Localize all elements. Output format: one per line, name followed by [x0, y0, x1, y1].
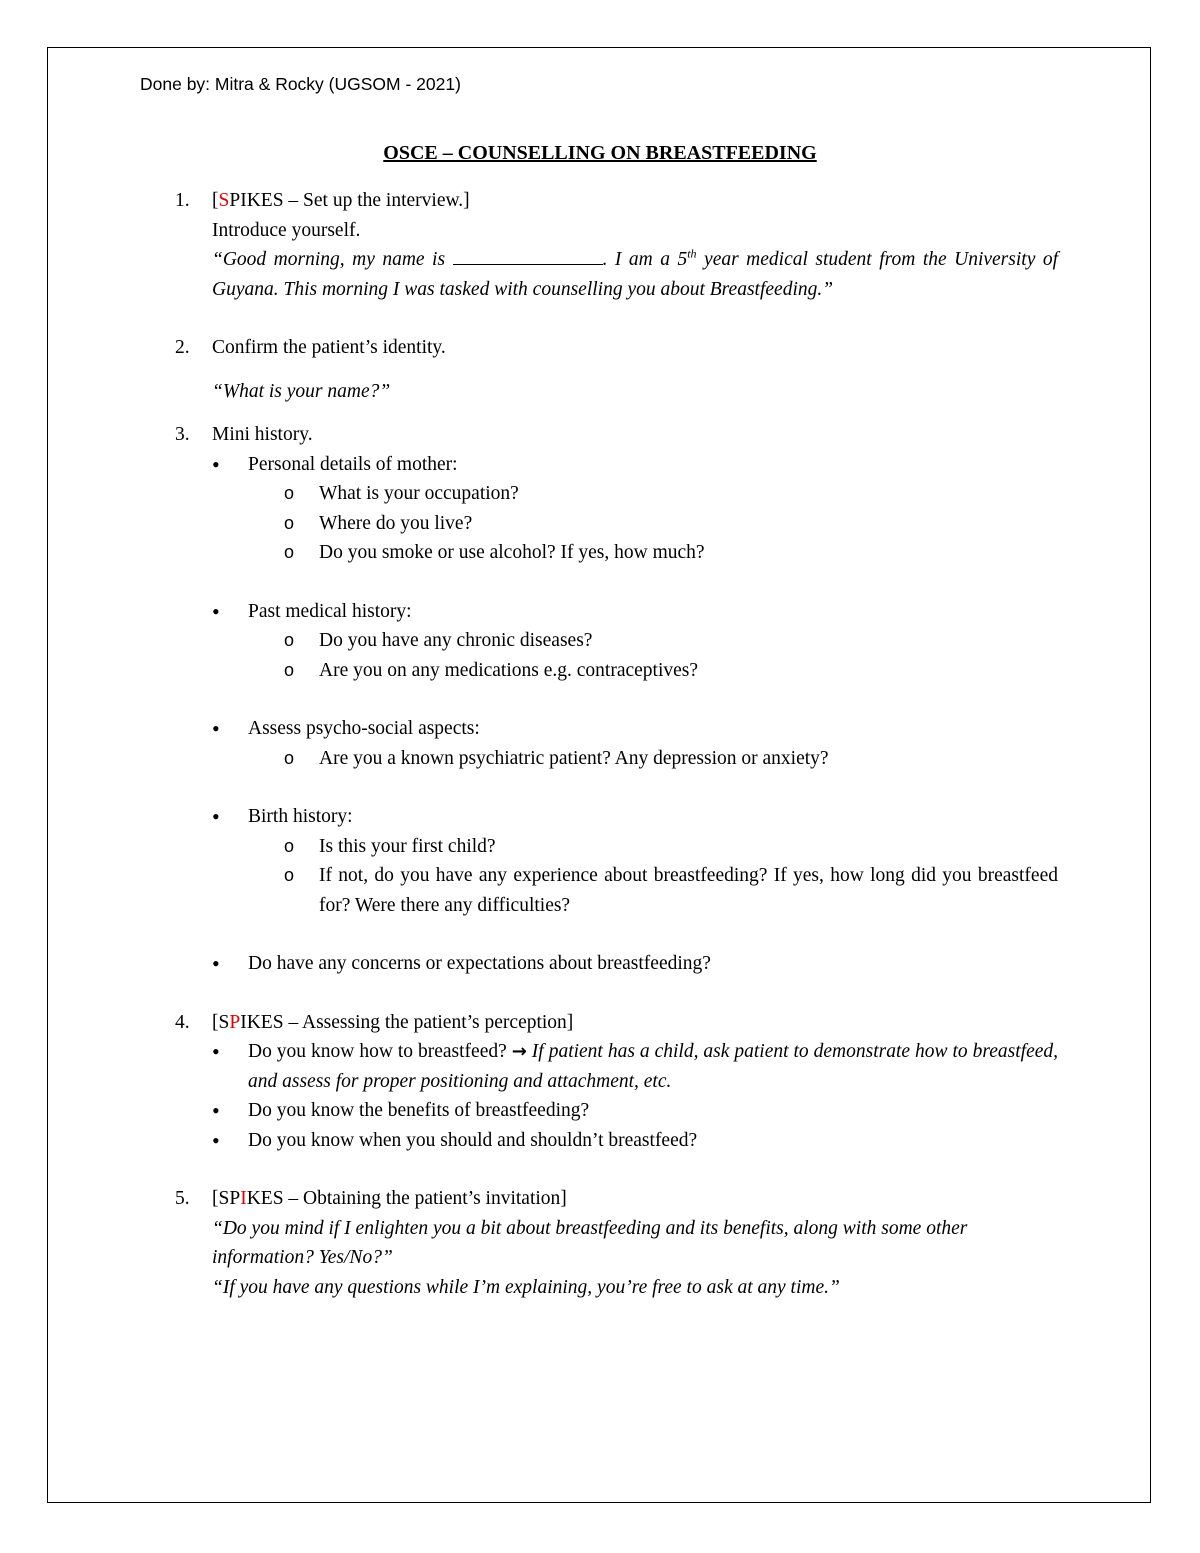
- section-1: [170, 186, 1058, 304]
- sub-list-item: o If not, do you have any experience about breastfeeding? If yes, how long did you breastfeed for? Were there any difficulties?: [248, 861, 1058, 920]
- section-5-quote-1: “Do you mind if I enlighten you a bit about breastfeeding and its benefits, along with some other information? Yes/No?”: [212, 1217, 968, 1268]
- section-4: [170, 1008, 1058, 1156]
- superscript: th: [687, 246, 697, 261]
- sub-list-item: o Are you on any medications e.g. contraceptives?: [248, 656, 1058, 686]
- section-4-heading: [212, 1008, 1058, 1038]
- spikes-highlight: S: [218, 190, 230, 211]
- quote-part: year medical student from the University of Guyana. This morning I was tasked with counselling you about Breastfeeding.”: [212, 249, 1059, 300]
- section-5: [170, 1184, 1058, 1302]
- list-item: [212, 1037, 1058, 1096]
- spikes-rest: KES: [246, 1188, 284, 1209]
- section-1-quote: [212, 245, 1058, 304]
- section-2-quote: “What is your name?”: [212, 380, 391, 402]
- list-item: • Do have any concerns or expectations about breastfeeding?: [212, 949, 1058, 979]
- bracket: [: [212, 190, 219, 211]
- section-3: [170, 420, 1058, 979]
- spikes-part: S: [218, 1011, 230, 1033]
- section-2-text: Confirm the patient’s identity.: [212, 337, 446, 358]
- spikes-highlight: I: [240, 1188, 247, 1209]
- sub-list-item: o Where do you live?: [248, 509, 1058, 539]
- sub-list-item: o Are you a known psychiatric patient? Any depression or anxiety?: [248, 744, 1058, 774]
- bracket: [: [212, 1188, 219, 1209]
- sub-list-item: o What is your occupation?: [248, 479, 1058, 509]
- sub-list-item: o Do you have any chronic diseases?: [248, 626, 1058, 656]
- bullet-text: Past medical history:: [248, 600, 412, 622]
- arrow-icon: →: [511, 1041, 527, 1062]
- document-body: [170, 186, 1058, 1302]
- list-item: • Do you know when you should and shouldn’t breastfeed?: [212, 1126, 1058, 1156]
- name-blank: [453, 245, 603, 265]
- section-number: 5.: [175, 1188, 190, 1209]
- spikes-rest: PIKES: [229, 190, 284, 211]
- list-item: [212, 450, 1058, 568]
- section-3-text: Mini history.: [212, 424, 313, 445]
- list-item: [212, 714, 1058, 773]
- section-5-heading: [212, 1184, 1058, 1214]
- sub-list-item: o Do you smoke or use alcohol? If yes, how much?: [248, 538, 1058, 568]
- document-title: OSCE – COUNSELLING ON BREASTFEEDING: [383, 142, 817, 164]
- bullet-text: Birth history:: [248, 806, 353, 827]
- quote-part: . I am a 5: [602, 249, 688, 270]
- list-item: • Do you know the benefits of breastfeeding?: [212, 1096, 1058, 1126]
- spikes-rest: IKES: [240, 1011, 284, 1033]
- section-label: – Obtaining the patient’s invitation]: [283, 1188, 567, 1209]
- section-label: – Assessing the patient’s perception]: [283, 1011, 574, 1033]
- sub-list-item: o Is this your first child?: [248, 832, 1058, 862]
- section-number: 3.: [175, 424, 190, 445]
- section-label: – Set up the interview.]: [283, 190, 470, 211]
- bullet-text: Assess psycho-social aspects:: [248, 718, 480, 739]
- section-number: 4.: [175, 1011, 190, 1033]
- bullet-text: Do you know how to breastfeed?: [248, 1041, 512, 1062]
- instruction-text: If patient has a child, ask patient to demonstrate how to breastfeed, and assess for proper positioning and attachment, etc.: [248, 1041, 1058, 1092]
- spikes-part: SP: [218, 1188, 241, 1209]
- bullet-text: Personal details of mother:: [248, 453, 458, 475]
- document-header: Done by: Mitra & Rocky (UGSOM - 2021): [140, 74, 461, 94]
- quote-part: “Good morning, my name is: [212, 249, 453, 270]
- section-2: [170, 333, 1058, 406]
- section-1-heading: [212, 186, 1058, 216]
- section-5-quote-2: “If you have any questions while I’m explaining, you’re free to ask at any time.”: [212, 1276, 840, 1298]
- section-1-intro: Introduce yourself.: [212, 219, 361, 241]
- bracket: [: [212, 1011, 219, 1033]
- list-item: [212, 597, 1058, 686]
- spikes-highlight: P: [229, 1011, 241, 1033]
- section-number: 2.: [175, 337, 190, 358]
- list-item: [212, 802, 1058, 920]
- section-number: 1.: [175, 190, 190, 211]
